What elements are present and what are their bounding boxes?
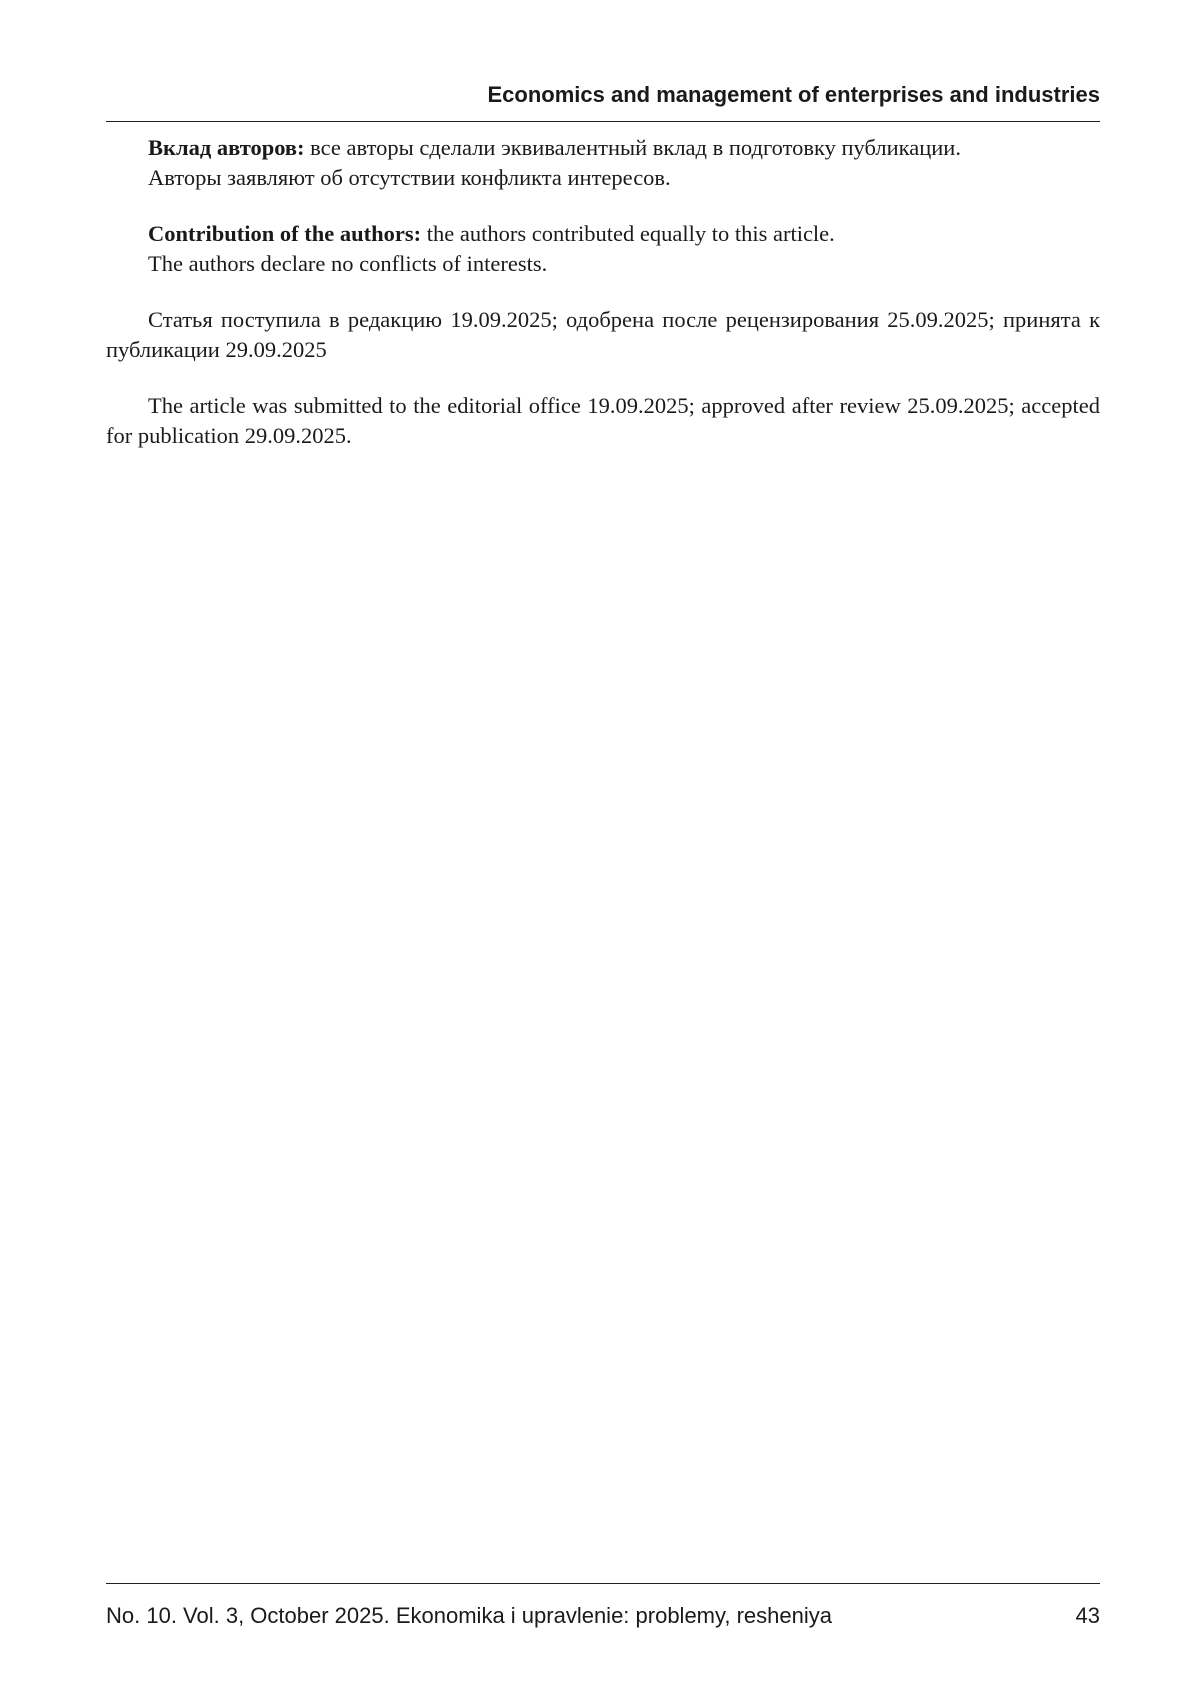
contribution-ru-label: Вклад авторов: <box>148 135 305 160</box>
running-header: Economics and management of enterprises and industries <box>487 82 1100 107</box>
page-number: 43 <box>1075 1603 1100 1628</box>
contribution-ru <box>106 133 1100 193</box>
contribution-en-text: the authors contributed equally to this article. <box>426 221 835 246</box>
footer-citation: No. 10. Vol. 3, October 2025. Ekonomika i upravlenie: problemy, resheniya <box>106 1603 832 1628</box>
dates-en <box>106 391 1100 451</box>
contribution-en-label: Contribution of the authors: <box>148 221 422 246</box>
running-footer <box>106 1601 1100 1631</box>
contribution-ru-line <box>148 133 1100 163</box>
contribution-en <box>106 219 1100 279</box>
dates-ru-text: Статья поступила в редакцию 19.09.2025; одобрена после рецензирования 25.09.2025; принята к публикации 29.09.2025 <box>106 307 1100 362</box>
article-endnotes <box>106 133 1100 477</box>
footer-divider <box>106 1583 1100 1584</box>
conflict-en: The authors declare no conflicts of interests. <box>148 251 548 276</box>
header-divider <box>106 121 1100 122</box>
contribution-en-line <box>148 219 1100 249</box>
dates-en-text: The article was submitted to the editorial office 19.09.2025; approved after review 25.09.2025; accepted for publication 29.09.2025. <box>106 393 1100 448</box>
dates-ru <box>106 305 1100 365</box>
conflict-ru: Авторы заявляют об отсутствии конфликта интересов. <box>148 165 671 190</box>
contribution-ru-text: все авторы сделали эквивалентный вклад в подготовку публикации. <box>310 135 961 160</box>
